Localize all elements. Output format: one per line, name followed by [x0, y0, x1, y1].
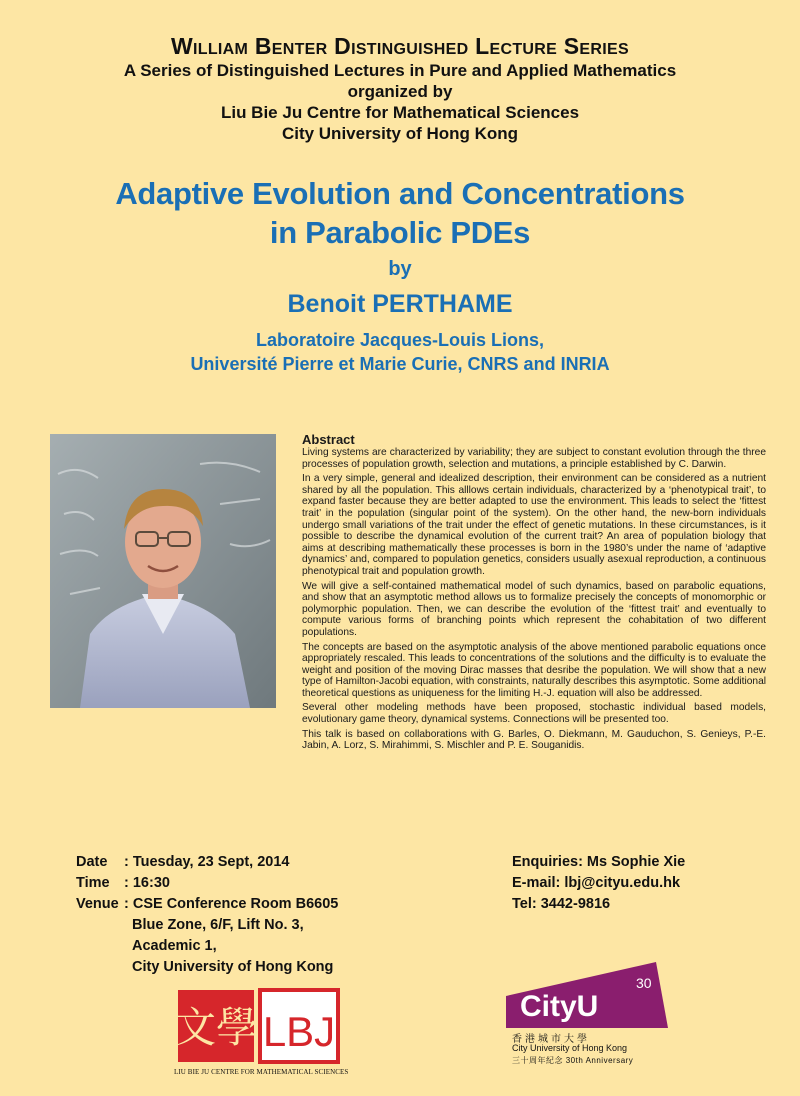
date-label: Date [76, 854, 108, 870]
venue-line4: City University of Hong Kong [132, 959, 334, 975]
abstract-paragraph: Several other modeling methods have been proposed, stochastic individual based models, evolutionary game theory, dynamical systems. Connections will be presented too. [302, 702, 766, 726]
speaker-portrait-image [50, 434, 276, 708]
cityu-english-name: City University of Hong Kong [512, 1043, 628, 1053]
organizer-centre: Liu Bie Ju Centre for Mathematical Sciences [220, 103, 580, 122]
event-details [76, 852, 338, 978]
venue-line1: : CSE Conference Room B6605 [124, 896, 339, 912]
series-title: William Benter Distinguished Lecture Series [171, 33, 629, 59]
speaker-name: Benoit PERTHAME [287, 290, 513, 318]
lbj-letters: LBJ [262, 1008, 336, 1055]
talk-info [0, 174, 800, 376]
enquiries-tel: Tel: 3442-9816 [512, 896, 611, 912]
abstract-paragraph: In a very simple, general and idealized description, their environment can be considered as a nutrient shared by all the population. This alllows certain individuals, characterized by a ‘phenotypical trait’, to expand faster because they are better adapted to use the environment. This leads to select the ‘fittest trait’ in the population (singular point of the system). On the other hand, the new-born individuals undergo small variations of the trait under the effect of genetic mutations. In these circumstances, is it possible to describe the dynamical evolution of the current trait? An area of population biology that aims at describing mathematically these processes is born in the 1980’s under the name of ‘adaptive dynamics’ and, compared to population genetics, considers usually asexual reproduction, a continuous phenotypical trait and population growth. [302, 473, 766, 577]
abstract-section [302, 432, 766, 755]
speaker-photo [50, 434, 276, 708]
abstract-paragraph: This talk is based on collaborations with G. Barles, O. Diekmann, M. Gauduchon, S. Genieys, P.-E. Jabin, A. Lorz, S. Mirahimmi, S. Mischler and P. E. Souganidis. [302, 728, 766, 752]
time-value: : 16:30 [124, 875, 170, 891]
venue-row [76, 894, 338, 978]
cityu-wordmark: CityU [520, 990, 599, 1023]
enquiries-contact: Enquiries: Ms Sophie Xie [512, 854, 686, 870]
talk-by: by [388, 258, 412, 280]
enquiries-section [512, 852, 685, 915]
speaker-affiliation-line1: Laboratoire Jacques-Louis Lions, [255, 330, 545, 350]
event-header [0, 32, 800, 144]
talk-title-line2: in Parabolic PDEs [269, 215, 531, 250]
time-row [76, 873, 338, 894]
cityu-anniversary-text: 三十周年紀念 30th Anniversary [512, 1056, 634, 1065]
abstract-paragraph: The concepts are based on the asymptotic analysis of the above mentioned parabolic equations once appropriately rescaled. This leads to concentrations of the solutions and the difficulty is to evaluate the weight and position of the moving Dirac masses that desribe the population. We will show that a new type of Hamilton-Jacobi equation, with constraints, naturally describes this asymptotic. Some additional theoretical questions as uniqueness for the limiting H.-J. equation will also be addressed. [302, 641, 766, 699]
organizer-university: City University of Hong Kong [281, 124, 519, 143]
date-value: : Tuesday, 23 Sept, 2014 [124, 854, 290, 870]
lbj-caption: LIU BIE JU CENTRE FOR MATHEMATICAL SCIENCES [174, 1068, 349, 1076]
series-subtitle: A Series of Distinguished Lectures in Pure and Applied Mathematics [123, 61, 677, 80]
talk-title-line1: Adaptive Evolution and Concentrations [115, 176, 685, 211]
venue-line3: Academic 1, [132, 938, 217, 954]
enquiries-email[interactable]: E-mail: lbj@cityu.edu.hk [512, 875, 681, 891]
venue-label: Venue [76, 896, 119, 912]
abstract-paragraph: Living systems are characterized by variability; they are subject to constant evolution through the three processes of population growth, selection and mutations, a principle established by C. Darwin. [302, 447, 766, 470]
venue-line2: Blue Zone, 6/F, Lift No. 3, [132, 917, 304, 933]
speaker-affiliation-line2: Université Pierre et Marie Curie, CNRS and INRIA [190, 354, 610, 374]
cityu-chinese-name: 香港城市大學 [512, 1034, 590, 1045]
abstract-paragraph: We will give a self-contained mathematical model of such dynamics, based on parabolic equations, and show that an asymptotic method allows us to formalize precisely the concepts of monomorphic or polymorphic population. Then, we can describe the evolution of the ‘fittest trait’ and eventually to compute various forms of branching points which represent the cohabitation of two different populations. [302, 580, 766, 638]
lbj-centre-logo [176, 986, 342, 1066]
lbj-seal-text: 文學 [176, 1003, 259, 1052]
cityu-anniversary-number: 30 [636, 975, 652, 991]
cityu-logo [506, 962, 668, 1028]
date-row [76, 852, 338, 873]
abstract-heading: Abstract [302, 432, 355, 447]
organized-by: organized by [347, 82, 453, 101]
time-label: Time [76, 875, 110, 891]
